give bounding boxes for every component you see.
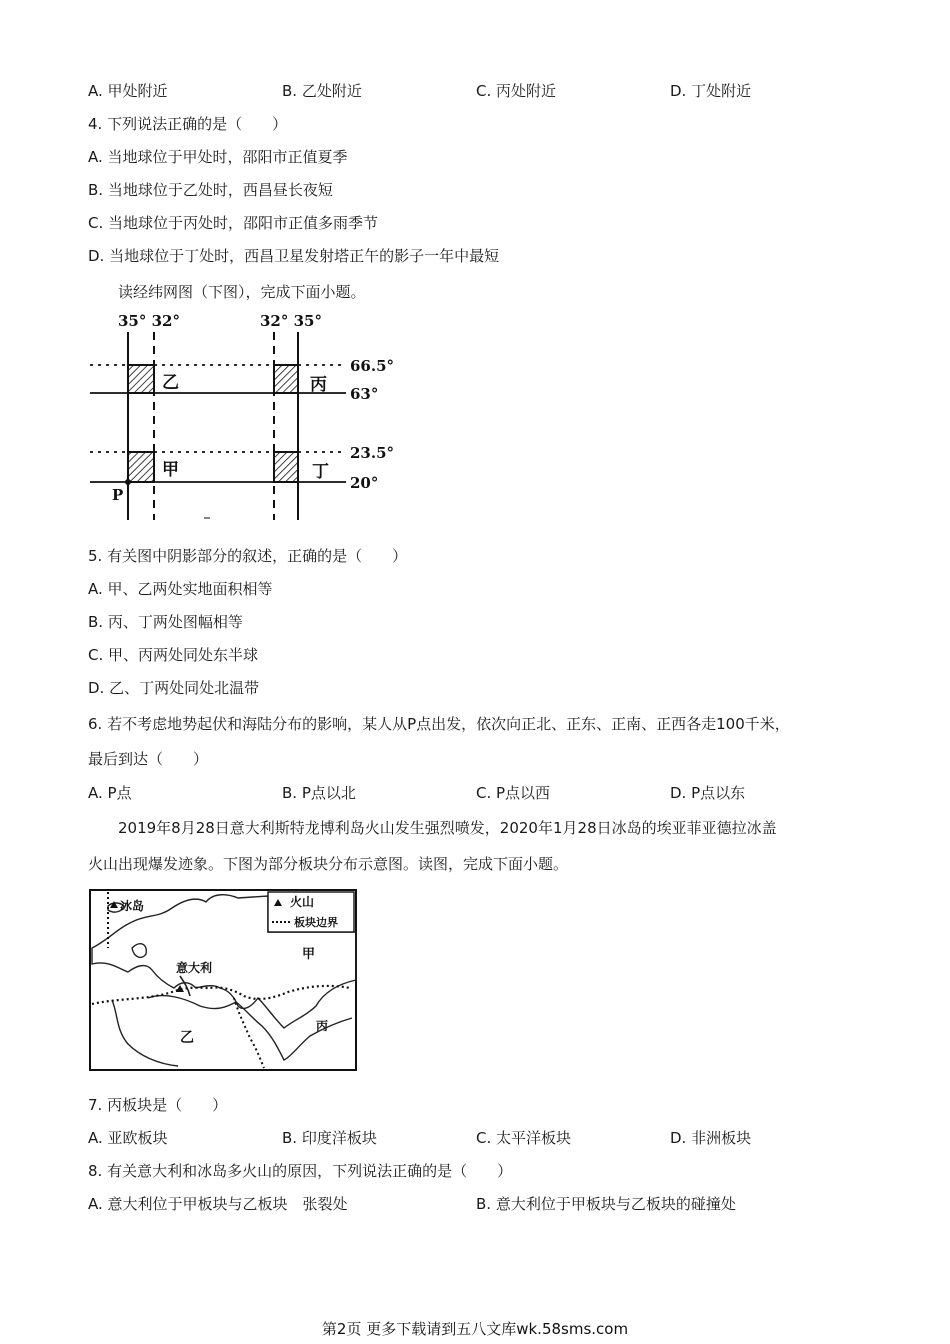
q7-options [0,1128,950,1148]
q3-option-d: D. 丁处附近 [670,82,752,100]
q6-option-d: D. P点以东 [670,784,746,802]
graticule-figure [84,308,404,522]
label-yi: 乙 [162,373,179,393]
q7-stem: 7. 丙板块是（ ） [88,1096,228,1114]
legend-volcano-label: 火山 [290,895,315,909]
point-p-label: P [112,486,124,504]
legend-boundary-label: 板块边界 [294,916,338,929]
plate-map-svg [88,888,360,1074]
label-ding: 丁 [312,462,329,482]
italy-label: 意大利 [176,961,213,975]
shaded-jia [128,452,154,482]
intro-volcano-line2: 火山出现爆发迹象。下图为部分板块分布示意图。读图，完成下面小题。 [88,855,569,873]
q6-stem-line2: 最后到达（ ） [88,750,209,768]
lon-labels-right: 32° 35° [260,312,322,330]
lat-label-66-5: 66.5° [350,357,395,375]
q5-option-a: A. 甲、乙两处实地面积相等 [88,580,273,598]
q5-option-c: C. 甲、丙两处同处东半球 [88,646,259,664]
q6-stem-line1: 6. 若不考虑地势起伏和海陆分布的影响，某人从P点出发，依次向正北、正东、正南、正西各走100千米， [88,715,790,733]
label-jia: 甲 [162,460,179,480]
q3-option-a: A. 甲处附近 [88,82,168,100]
intro-volcano-line1: 2019年8月28日意大利斯特龙博利岛火山发生强烈喷发，2020年1月28日冰岛的埃亚菲亚德拉冰盖 [118,819,777,837]
q4-option-b: B. 当地球位于乙处时，西昌昼长夜短 [88,181,333,199]
intro-grid: 读经纬网图（下图），完成下面小题。 [118,283,366,301]
shaded-yi [128,365,154,393]
q7-option-c: C. 太平洋板块 [476,1129,572,1147]
q4-stem: 4. 下列说法正确的是（ ） [88,115,288,133]
graticule-svg [84,308,404,522]
q8-option-b: B. 意大利位于甲板块与乙板块的碰撞处 [476,1195,736,1213]
q6-option-a: A. P点 [88,784,132,802]
q3-option-c: C. 丙处附近 [476,82,557,100]
q8-options [0,1194,950,1214]
plate-jia-label: 甲 [302,947,316,962]
shaded-ding [274,452,298,482]
page-footer: 第2页 更多下载请到五八文库wk.58sms.com [321,1320,629,1338]
q8-stem: 8. 有关意大利和冰岛多火山的原因，下列说法正确的是（ ） [88,1162,513,1180]
q7-option-d: D. 非洲板块 [670,1129,752,1147]
point-p [125,479,131,485]
lon-labels-left: 35° 32° [118,312,180,330]
iceland-label: 冰岛 [120,899,145,913]
shaded-bing [274,365,298,393]
plate-yi-label: 乙 [180,1030,194,1046]
q7-option-a: A. 亚欧板块 [88,1129,168,1147]
q4-option-c: C. 当地球位于丙处时，邵阳市正值多雨季节 [88,214,379,232]
lat-label-63: 63° [350,385,379,403]
lat-label-20: 20° [350,474,379,492]
lat-label-23-5: 23.5° [350,444,395,462]
q5-stem: 5. 有关图中阴影部分的叙述，正确的是（ ） [88,547,408,565]
q8-option-a: A. 意大利位于甲板块与乙板块 张裂处 [88,1195,348,1213]
q4-option-d: D. 当地球位于丁处时，西昌卫星发射塔正午的影子一年中最短 [88,247,500,265]
plate-map [88,888,360,1074]
q5-option-b: B. 丙、丁两处图幅相等 [88,613,243,631]
q7-option-b: B. 印度洋板块 [282,1129,377,1147]
q6-options [0,783,950,803]
q6-option-b: B. P点以北 [282,784,356,802]
q5-option-d: D. 乙、丁两处同处北温带 [88,679,260,697]
plate-bing-label: 丙 [316,1019,329,1033]
label-bing: 丙 [310,375,327,395]
q4-option-a: A. 当地球位于甲处时，邵阳市正值夏季 [88,148,348,166]
q3-option-b: B. 乙处附近 [282,82,362,100]
q6-option-c: C. P点以西 [476,784,551,802]
q3-options [0,81,950,101]
